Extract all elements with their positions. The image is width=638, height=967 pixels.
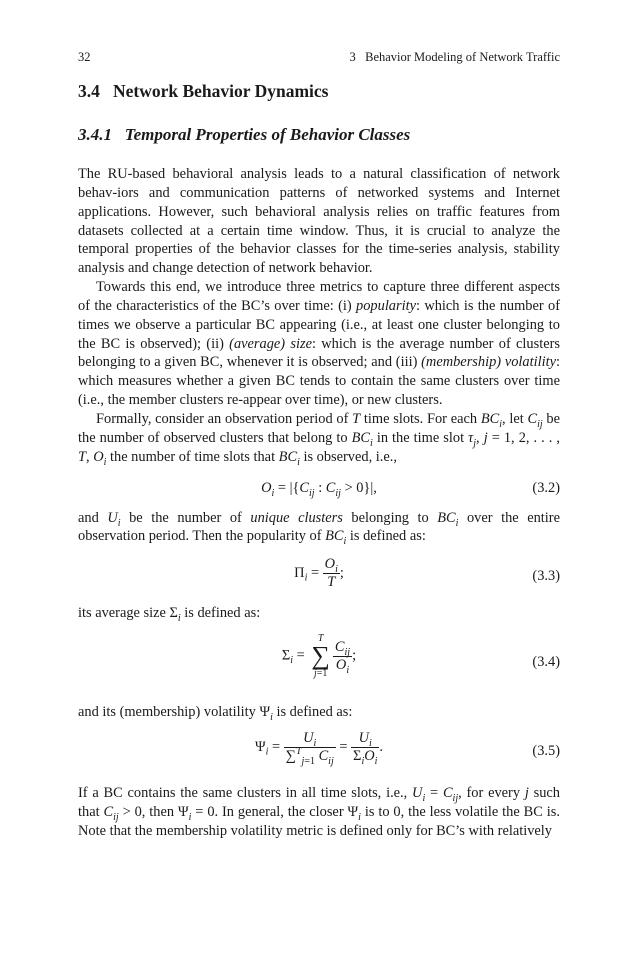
body-text [78, 165, 560, 840]
paragraph-6: and its (membership) volatility $\Psi_i$ is defined as: [78, 704, 353, 723]
equation-3-3: $\Pi_i$ = $\frac{O_i}{T}$ ; (3.3) [294, 556, 560, 591]
paragraph-3: Formally, consider an observation period of T time slots. For each $BC_i$, let $C_{ij}$ be the number of observed clusters that belong to $BC_i$ in the time slot $\tau_j$, j = 1, 2, . . . , T, $O_i$ the number of time slots that $BC_i$ is observed, i.e., [78, 410, 560, 468]
equation-number: (3.3) [532, 568, 560, 585]
equation-3-2: $O_i = |\{C_{ij}$ : $C_{ij} > 0\}|$, (3.2) [261, 479, 560, 499]
paragraph-5: its average size $\Sigma_i$ is defined as: [78, 605, 261, 625]
equation-3-4: $\Sigma_i = T$ ∑ j=1 $\frac{C_{ij}}{O_i}$ ; (3.4) [281, 633, 560, 680]
subsection-heading: 3.4.1 Temporal Properties of Behavior Classes [78, 125, 411, 144]
term-membership-volatility: (membership) volatility [421, 354, 556, 371]
equation-number: (3.2) [532, 479, 560, 496]
equation-number: (3.5) [532, 742, 560, 759]
paragraph-7: If a BC contains the same clusters in all time slots, i.e., $U_i = C_{ij}$, for every j such that $C_{ij} > 0$, then $\Psi_i = 0$. In general, the closer $\Psi_i$ is to 0, the less volatile the BC is. Note that the membership volatility metric is defined only for BC’s with relatively [78, 784, 560, 839]
equation-3-5: $\Psi_i$ = $\frac{U_i}{\sum^T_{j=1} C_{ij}}$ = $\frac{U_i}{\Sigma_iO_i}$ . (3.5) [254, 729, 560, 767]
page-number: 32 [78, 50, 91, 64]
running-title: 3 Behavior Modeling of Network Traffic [349, 50, 560, 64]
section-heading: 3.4 Network Behavior Dynamics [78, 81, 329, 101]
paragraph-4: and $U_i$ be the number of unique clusters belonging to $BC_i$ over the entire observation period. Then the popularity of $BC_i$ is defined as: [78, 509, 560, 548]
paragraph-2: Towards this end, we introduce three metrics to capture three different aspects of the characteristics of the BC’s over time: (i) popularity: which is the number of times we observe a particular BC appearing (i.e., at least one cluster belonging to the BC is observed); (ii) (average) size: which is the average number of clusters belonging to a given BC, whenever it is observed; and (iii) (membership) volatility: which measures whether a given BC tends to contain the same clusters over time (i.e., the member clusters re-appear over time), or new clusters. [78, 279, 560, 409]
running-header [78, 50, 560, 66]
paragraph-1: The RU-based behavioral analysis leads to a natural classification of network behav-iors and communication patterns of networked systems and Internet applications. However, such behavioral analysis relies on traffic features from datasets collected at a certain time window. Thus, it is crucial to analyze the temporal properties of the behavior classes for the time-series analysis, stability analysis and change detection of network behavior. [78, 166, 560, 277]
equation-number: (3.4) [532, 654, 560, 671]
term-popularity: popularity [356, 297, 416, 314]
term-average-size: (average) size [229, 335, 312, 352]
term-unique-clusters: unique clusters [250, 509, 343, 526]
